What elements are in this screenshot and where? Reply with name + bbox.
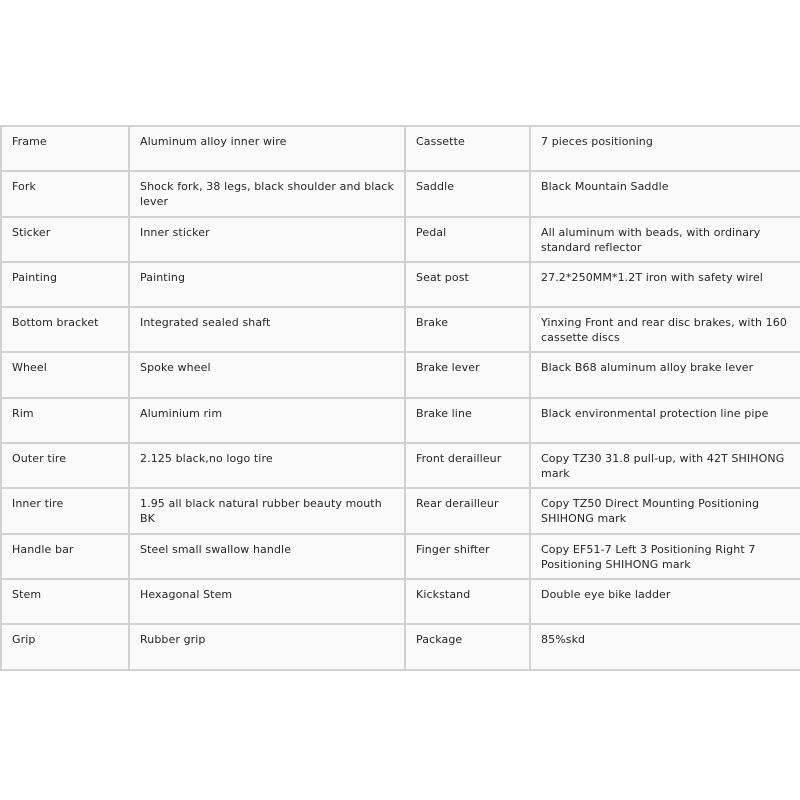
spec-label: Seat post <box>405 262 530 307</box>
spec-value: Painting <box>129 262 405 307</box>
table-row <box>1 624 800 669</box>
table-row <box>1 217 800 262</box>
table-row <box>1 171 800 216</box>
spec-label: Brake <box>405 307 530 352</box>
spec-value: 1.95 all black natural rubber beauty mouth BK <box>129 488 405 533</box>
spec-value: All aluminum with beads, with ordinary standard reflector <box>530 217 800 262</box>
table-row <box>1 534 800 579</box>
spec-label: Stem <box>1 579 129 624</box>
spec-value: Aluminium rim <box>129 398 405 443</box>
spec-label: Brake lever <box>405 352 530 397</box>
spec-value: Black Mountain Saddle <box>530 171 800 216</box>
spec-label: Fork <box>1 171 129 216</box>
spec-value: Aluminum alloy inner wire <box>129 126 405 171</box>
spec-value: Spoke wheel <box>129 352 405 397</box>
spec-label: Wheel <box>1 352 129 397</box>
spec-label: Grip <box>1 624 129 669</box>
spec-value: Copy TZ50 Direct Mounting Positioning SHIHONG mark <box>530 488 800 533</box>
spec-label: Inner tire <box>1 488 129 533</box>
spec-label: Handle bar <box>1 534 129 579</box>
spec-label: Pedal <box>405 217 530 262</box>
table-row <box>1 443 800 488</box>
spec-label: Rim <box>1 398 129 443</box>
table-row <box>1 262 800 307</box>
spec-value: Copy EF51-7 Left 3 Positioning Right 7 Positioning SHIHONG mark <box>530 534 800 579</box>
spec-label: Bottom bracket <box>1 307 129 352</box>
spec-value: Black B68 aluminum alloy brake lever <box>530 352 800 397</box>
spec-value: Copy TZ30 31.8 pull-up, with 42T SHIHONG mark <box>530 443 800 488</box>
spec-value: Steel small swallow handle <box>129 534 405 579</box>
spec-table <box>0 125 800 671</box>
spec-value: Rubber grip <box>129 624 405 669</box>
table-row <box>1 352 800 397</box>
spec-label: Sticker <box>1 217 129 262</box>
spec-value: 27.2*250MM*1.2T iron with safety wirel <box>530 262 800 307</box>
spec-value: 7 pieces positioning <box>530 126 800 171</box>
spec-value: Shock fork, 38 legs, black shoulder and black lever <box>129 171 405 216</box>
spec-label: Saddle <box>405 171 530 216</box>
spec-value: Black environmental protection line pipe <box>530 398 800 443</box>
table-row <box>1 398 800 443</box>
spec-label: Finger shifter <box>405 534 530 579</box>
spec-label: Frame <box>1 126 129 171</box>
spec-label: Painting <box>1 262 129 307</box>
spec-value: Integrated sealed shaft <box>129 307 405 352</box>
spec-label: Front derailleur <box>405 443 530 488</box>
spec-value: 2.125 black,no logo tire <box>129 443 405 488</box>
spec-label: Outer tire <box>1 443 129 488</box>
spec-label: Rear derailleur <box>405 488 530 533</box>
table-row <box>1 488 800 533</box>
table-row <box>1 579 800 624</box>
table-row <box>1 307 800 352</box>
spec-value: Inner sticker <box>129 217 405 262</box>
spec-value: 85%skd <box>530 624 800 669</box>
spec-label: Package <box>405 624 530 669</box>
spec-label: Brake line <box>405 398 530 443</box>
table-row <box>1 126 800 171</box>
spec-label: Kickstand <box>405 579 530 624</box>
spec-label: Cassette <box>405 126 530 171</box>
spec-value: Hexagonal Stem <box>129 579 405 624</box>
spec-value: Double eye bike ladder <box>530 579 800 624</box>
spec-value: Yinxing Front and rear disc brakes, with 160 cassette discs <box>530 307 800 352</box>
